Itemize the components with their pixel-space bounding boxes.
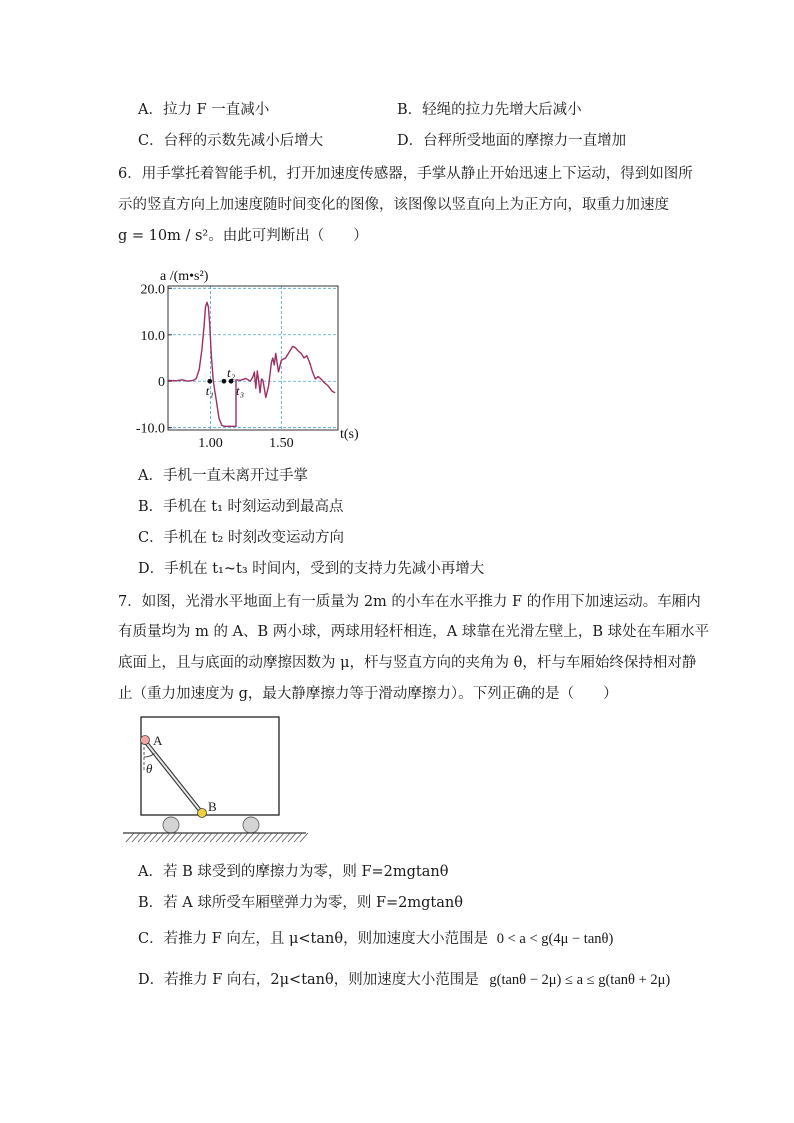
- q6-option-a: A．手机一直未离开过手掌: [138, 468, 308, 484]
- time-marker-point: [222, 379, 227, 384]
- x-tick-label: 1.50: [269, 436, 294, 451]
- ball-b-label: B: [208, 799, 217, 814]
- q7-option-d-formula: g(tanθ − 2μ) ≤ a ≤ g(tanθ + 2μ): [489, 972, 671, 988]
- q6-option-c: C．手机在 t₂ 时刻改变运动方向: [138, 530, 344, 546]
- ground-hatch: [126, 833, 308, 842]
- q5-option-c: C．台秤的示数先减小后增大: [138, 133, 324, 149]
- chart-frame: [168, 286, 338, 430]
- y-tick-label: 10.0: [140, 328, 165, 344]
- q7-option-b: B．若 A 球所受车厢壁弹力为零，则 F=2mgtanθ: [138, 895, 463, 911]
- ball-a: [141, 736, 150, 745]
- q5-option-b: B．轻绳的拉力先增大后减小: [397, 102, 582, 118]
- q7-stem-line-1: 7．如图，光滑水平地面上有一质量为 2m 的小车在水平推力 F 的作用下加速运动。车厢内: [118, 594, 701, 610]
- y-tick-label: -10.0: [135, 421, 165, 437]
- ball-b: [198, 809, 207, 818]
- acceleration-curve: [168, 302, 335, 426]
- time-marker-label: t₂: [226, 365, 236, 381]
- q7-option-d-text: D．若推力 F 向右，2μ<tanθ，则加速度大小范围是: [138, 972, 479, 988]
- q6-stem-line-1: 6．用手掌托着智能手机，打开加速度传感器，手掌从静止开始迅速上下运动，得到如图所: [118, 166, 693, 182]
- q7-option-c-text: C．若推力 F 向左，且 μ<tanθ，则加速度大小范围是: [138, 931, 489, 947]
- x-tick-label: 1.00: [198, 436, 223, 451]
- q6-option-d: D．手机在 t₁~t₃ 时间内，受到的支持力先减小再增大: [138, 561, 485, 577]
- q5-option-d: D．台秤所受地面的摩擦力一直增加: [397, 133, 627, 149]
- theta-label: θ: [146, 761, 153, 776]
- q7-stem-line-2: 有质量均为 m 的 A、B 两小球，两球用轻杆相连，A 球靠在光滑左壁上，B 球处在车厢水平: [118, 624, 710, 640]
- time-marker-label: t₃: [236, 383, 245, 399]
- q7-option-c-formula: 0 < a < g(4μ − tanθ): [496, 931, 614, 947]
- q7-stem-line-3: 底面上，且与底面的动摩擦因数为 μ，杆与竖直方向的夹角为 θ，杆与车厢始终保持相对静: [118, 655, 697, 671]
- cart-rod-figure: [118, 712, 308, 854]
- wheel-left: [163, 817, 179, 833]
- y-axis-label: a /(m•s²): [160, 269, 209, 284]
- y-tick-label: 0: [158, 375, 165, 391]
- y-tick-label: 20.0: [140, 282, 165, 298]
- q7-option-d: [138, 970, 670, 990]
- q7-option-c: [138, 929, 613, 949]
- wheel-right: [243, 817, 259, 833]
- q6-option-b: B．手机在 t₁ 时刻运动到最高点: [138, 499, 344, 515]
- q6-stem-line-2: 示的竖直方向上加速度随时间变化的图像，该图像以竖直向上为正方向，取重力加速度: [118, 197, 669, 213]
- ball-a-label: A: [153, 733, 163, 748]
- q5-option-a: A．拉力 F 一直减小: [138, 102, 270, 118]
- acceleration-time-chart: [118, 258, 359, 451]
- q7-option-a: A．若 B 球受到的摩擦力为零，则 F=2mgtanθ: [138, 864, 449, 880]
- q6-stem-line-3: g = 10m / s²。由此可判断出（ ）: [118, 228, 368, 244]
- time-marker-label: t₁: [205, 383, 214, 399]
- q7-stem-line-4: 止（重力加速度为 g，最大静摩擦力等于滑动摩擦力）。下列正确的是（ ）: [118, 686, 618, 702]
- x-axis-label: t(s): [340, 427, 359, 442]
